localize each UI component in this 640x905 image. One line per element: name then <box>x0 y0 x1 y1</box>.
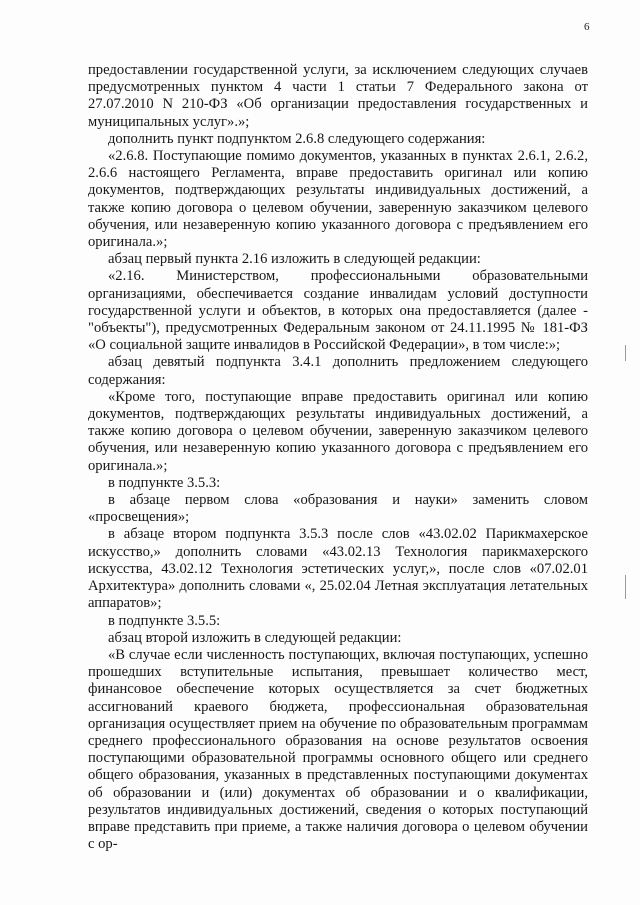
paragraph-3: «2.6.8. Поступающие помимо документов, указанных в пунктах 2.6.1, 2.6.2, 2.6.6 настоящего Регламента, вправе предоставить оригинал или копию документов, подтверждающих результаты индивидуальных достижений, а также копию договора о целевом обучении, заверенную заказчиком целевого обучения, или незаверенную копию указанного договора с предъявлением его оригинала.»; <box>88 148 588 251</box>
scan-edge-mark <box>625 345 626 361</box>
paragraph-5: «2.16. Министерством, профессиональными образовательными организациями, обеспечивается создание инвалидам условий доступности государственной услуги и объектов, в которых она предоставляется (далее - "объекты"), предусмотренных Федеральным законом от 24.11.1995 № 181-ФЗ «О социальной защите инвалидов в Российской Федерации», в том числе:»; <box>88 268 588 354</box>
paragraph-13: «В случае если численность поступающих, включая поступающих, успешно прошедших вступительные испытания, превышает количество мест, финансовое обеспечение которых осуществляется за счет бюджетных ассигнований краевого бюджета, профессиональная образовательная организация осуществляет прием на обучение по образовательным программам среднего профессионального образования на основе результатов освоения поступающими образовательной программы основного общего или среднего общего образования, указанных в представленных поступающими документах об образовании и (или) документах об образовании и о квалификации, результатов индивидуальных достижений, сведения о которых поступающий вправе представить при приеме, а также наличия договора о целевом обучении с ор- <box>88 646 588 853</box>
paragraph-11: в подпункте 3.5.5: <box>108 612 221 629</box>
paragraph-6: абзац девятый подпункта 3.4.1 дополнить предложением следующего содержания: <box>88 354 588 388</box>
paragraph-8: в подпункте 3.5.3: <box>108 474 221 491</box>
paragraph-2: дополнить пункт подпунктом 2.6.8 следующего содержания: <box>108 130 486 147</box>
paragraph-4: абзац первый пункта 2.16 изложить в следующей редакции: <box>108 251 481 268</box>
scan-edge-mark <box>625 575 626 599</box>
paragraph-9: в абзаце первом слова «образования и науки» заменить словом «просвещения»; <box>88 492 588 526</box>
paragraph-1: предоставлении государственной услуги, за исключением следующих случаев предусмотренных пунктом 4 части 1 статьи 7 Федерального закона от 27.07.2010 N 210-ФЗ «Об организации предоставления государственных и муниципальных услуг».»; <box>88 62 588 130</box>
document-body <box>88 62 588 853</box>
paragraph-7: «Кроме того, поступающие вправе предоставить оригинал или копию документов, подтверждающих результаты индивидуальных достижений, а также копию договора о целевом обучении, заверенную заказчиком целевого обучения, или незаверенную копию указанного договора с предъявлением его оригинала.»; <box>88 388 588 474</box>
paragraph-12: абзац второй изложить в следующей редакции: <box>108 629 402 646</box>
paragraph-10: в абзаце втором подпункта 3.5.3 после слов «43.02.02 Парикмахерское искусство,» дополнить словами «43.02.13 Технология парикмахерского искусства, 43.02.12 Технология эстетических услуг,», после слов «07.02.01 Архитектура» дополнить словами «, 25.02.04 Летная эксплуатация летательных аппаратов»; <box>88 526 588 612</box>
page-number: 6 <box>584 21 590 33</box>
